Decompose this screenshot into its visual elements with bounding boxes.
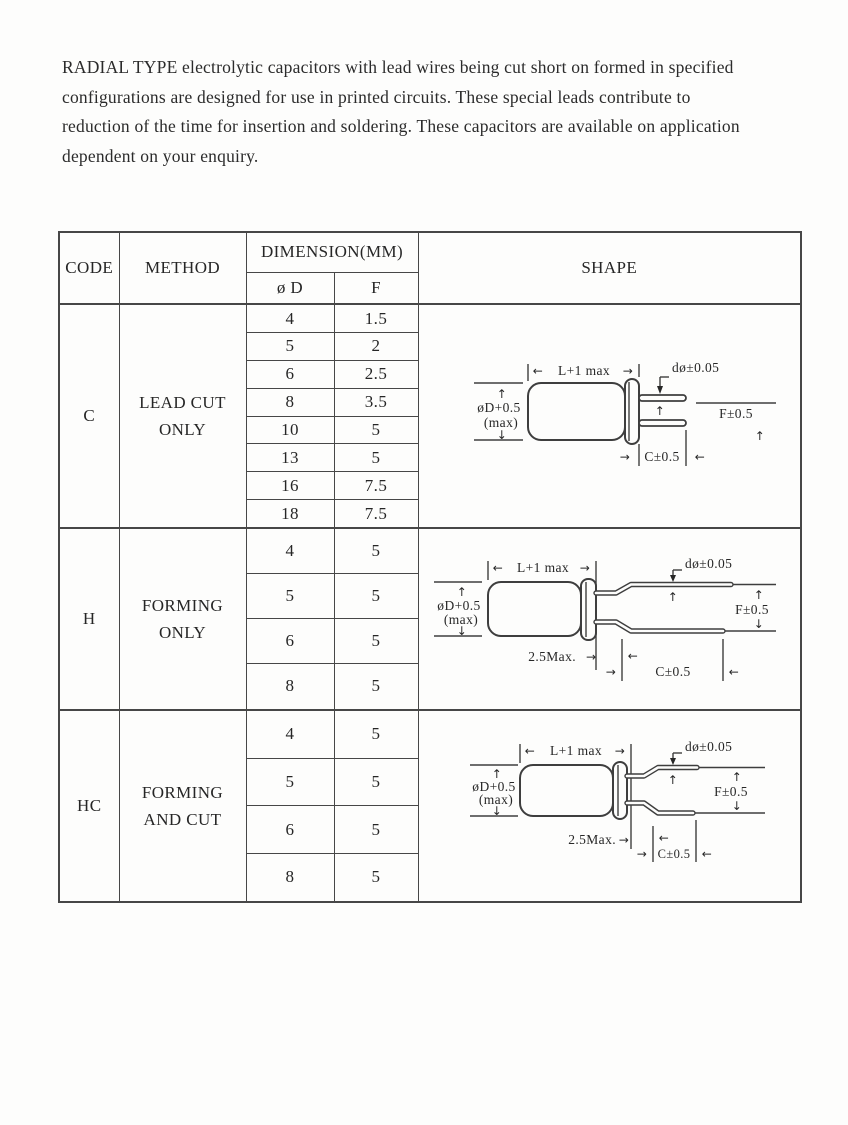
d-value-cell: 8 [246, 853, 334, 902]
arrow-up-icon: ↑ [753, 588, 764, 603]
label-diameter: øD+0.5 [436, 598, 481, 614]
lead-top [627, 768, 697, 777]
capacitor-body [488, 582, 581, 636]
f-value-cell: 5 [334, 758, 418, 805]
shape-diagram-hc [420, 734, 801, 877]
lead-bottom [627, 803, 693, 813]
d-value-cell: 8 [246, 388, 334, 416]
label-cut: C±0.5 [657, 847, 690, 862]
label-lead-diameter: dø±0.05 [684, 556, 732, 572]
arrow-right-icon: → [579, 561, 590, 576]
header-d: ø D [246, 272, 334, 304]
label-length: L+1 max [557, 363, 610, 379]
d-value-cell: 4 [246, 710, 334, 759]
intro-line: reduction of the time for insertion and soldering. These capacitors are available on application [62, 116, 740, 136]
arrow-right-icon: → [585, 650, 596, 665]
lead-top [596, 585, 731, 594]
label-diameter-max: (max) [443, 612, 478, 628]
d-value-cell: 4 [246, 528, 334, 574]
f-value-cell: 7.5 [334, 472, 418, 500]
lead-top [639, 395, 686, 401]
intro-paragraph [62, 53, 807, 171]
d-value-cell: 4 [246, 304, 334, 333]
d-value-cell: 10 [246, 416, 334, 444]
f-value-cell: 5 [334, 806, 418, 853]
f-value-cell: 5 [334, 853, 418, 902]
f-value-cell: 5 [334, 710, 418, 759]
f-value-cell: 3.5 [334, 388, 418, 416]
method-line: ONLY [158, 420, 207, 440]
label-diameter-max: (max) [483, 415, 518, 431]
arrow-up-icon: ↑ [731, 770, 742, 785]
d-value-cell: 13 [246, 444, 334, 472]
arrow-up-icon: ↑ [754, 429, 765, 444]
d-value-cell: 5 [246, 574, 334, 619]
table-row [59, 304, 801, 333]
d-value-cell: 5 [246, 333, 334, 361]
shape-cell-c [418, 304, 801, 528]
header-dimension: DIMENSION(MM) [246, 232, 418, 272]
label-diameter: øD+0.5 [476, 400, 521, 416]
arrow-left-icon: ← [658, 831, 669, 846]
header-method: METHOD [119, 232, 246, 304]
header-f: F [334, 272, 418, 304]
method-cell-c [119, 304, 246, 528]
arrow-left-icon: ← [728, 665, 739, 680]
capacitor-body [528, 383, 625, 440]
label-lead-diameter: dø±0.05 [671, 360, 719, 376]
arrow-down-icon: ↓ [731, 799, 742, 814]
header-shape: SHAPE [418, 232, 801, 304]
arrow-up-icon: ↑ [667, 590, 678, 605]
arrow-up-icon: ↑ [667, 773, 678, 788]
code-cell-h: H [59, 528, 119, 710]
label-length: L+1 max [516, 560, 569, 576]
d-value-cell: 16 [246, 472, 334, 500]
table-row [59, 528, 801, 574]
label-lead-diameter: dø±0.05 [684, 739, 732, 755]
code-cell-hc: HC [59, 710, 119, 902]
arrow-down-icon: ↓ [496, 428, 507, 443]
capacitor-seal [581, 579, 596, 640]
header-code: CODE [59, 232, 119, 304]
shape-diagram-h [426, 551, 801, 686]
f-value-cell: 5 [334, 416, 418, 444]
f-value-cell: 2 [334, 333, 418, 361]
intro-line: configurations are designed for use in printed circuits. These special leads contribute to [62, 86, 691, 107]
method-line: FORMING [141, 595, 224, 615]
label-diameter: øD+0.5 [471, 779, 516, 795]
label-pitch: F±0.5 [718, 406, 753, 422]
label-cut: C±0.5 [643, 449, 680, 465]
arrow-left-icon: ← [694, 450, 705, 465]
lead-bottom [596, 622, 723, 631]
capacitor-lead-table [58, 231, 802, 903]
method-line: LEAD CUT [139, 393, 226, 413]
intro-line: RADIAL TYPE electrolytic capacitors with lead wires being cut short on formed in specified [62, 57, 734, 77]
f-value-cell: 5 [334, 619, 418, 664]
d-value-cell: 18 [246, 500, 334, 529]
lead-bottom [639, 420, 686, 426]
arrow-left-icon: ← [627, 649, 638, 664]
label-length: L+1 max [549, 743, 602, 759]
arrow-down-icon: ↓ [491, 804, 502, 819]
f-value-cell: 5 [334, 574, 418, 619]
f-value-cell: 5 [334, 444, 418, 472]
arrow-right-icon: → [618, 833, 629, 848]
method-cell-hc [119, 710, 246, 902]
arrow-up-icon: ↑ [491, 767, 502, 782]
capacitor-seal [613, 762, 627, 819]
d-value-cell: 6 [246, 806, 334, 853]
method-line: ONLY [158, 622, 207, 642]
arrow-left-icon: ← [532, 364, 543, 379]
arrow-right-icon: → [605, 665, 616, 680]
arrow-right-icon: → [614, 744, 625, 759]
d-value-cell: 5 [246, 758, 334, 805]
shape-cell-h [418, 528, 801, 710]
label-offset: 2.5Max. [567, 832, 616, 848]
label-pitch: F±0.5 [713, 784, 748, 800]
label-diameter-max: (max) [478, 792, 513, 808]
arrow-left-icon: ← [701, 847, 712, 862]
arrow-up-icon: ↑ [654, 404, 665, 419]
arrow-down-icon: ↓ [753, 617, 764, 632]
d-value-cell: 6 [246, 360, 334, 388]
f-value-cell: 2.5 [334, 360, 418, 388]
shape-diagram-c [470, 356, 801, 476]
arrow-right-icon: → [619, 450, 630, 465]
arrow-up-icon: ↑ [456, 585, 467, 600]
label-offset: 2.5Max. [527, 649, 576, 665]
f-value-cell: 5 [334, 528, 418, 574]
arrow-right-icon: → [622, 364, 633, 379]
intro-line: dependent on your enquiry. [62, 145, 259, 166]
code-cell-c: C [59, 304, 119, 528]
table-row [59, 710, 801, 759]
arrow-right-icon: → [636, 847, 647, 862]
method-cell-h [119, 528, 246, 710]
method-line: AND CUT [143, 809, 222, 829]
d-value-cell: 6 [246, 619, 334, 664]
shape-cell-hc [418, 710, 801, 902]
arrow-left-icon: ← [492, 561, 503, 576]
arrow-down-icon: ↓ [456, 624, 467, 639]
capacitor-body [520, 765, 613, 816]
f-value-cell: 7.5 [334, 500, 418, 529]
f-value-cell: 1.5 [334, 304, 418, 333]
arrow-left-icon: ← [524, 744, 535, 759]
d-value-cell: 8 [246, 664, 334, 710]
f-value-cell: 5 [334, 664, 418, 710]
label-cut: C±0.5 [654, 664, 691, 680]
method-line: FORMING [141, 782, 224, 802]
label-pitch: F±0.5 [734, 602, 769, 618]
capacitor-seal [625, 379, 639, 444]
arrow-up-icon: ↑ [496, 387, 507, 402]
